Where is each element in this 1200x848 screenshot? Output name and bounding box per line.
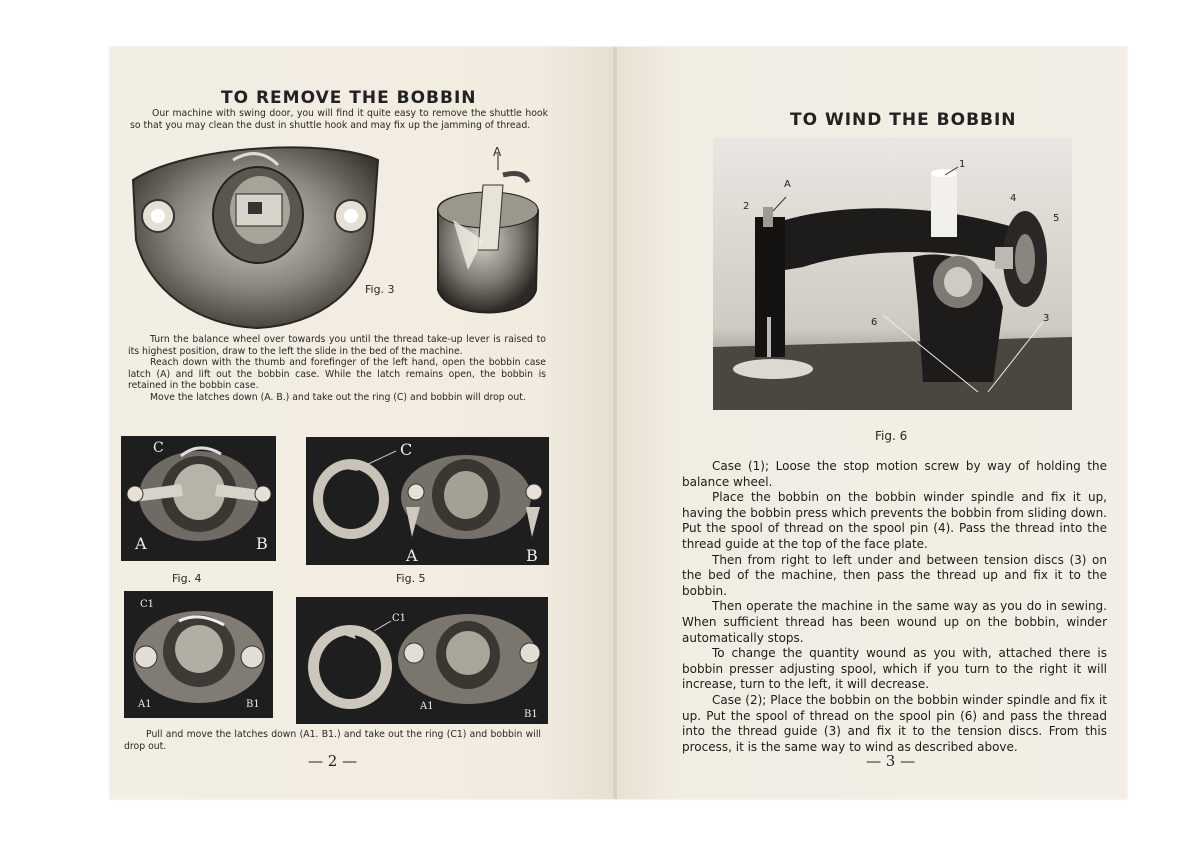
instruction-3: Move the latches down (A. B.) and take out the ring (C) and bobbin will drop out. bbox=[150, 391, 526, 403]
fig4-letter-c: C bbox=[153, 440, 164, 456]
fig6-callout-1: 1 bbox=[959, 159, 966, 170]
instruction-1: Turn the balance wheel over towards you until the thread take-up lever is raised to its highest position, draw to the left the slide in the bed of the machine. bbox=[128, 334, 546, 357]
winding-step-6: Case (2); Place the bobbin on the bobbin winder spindle and fix it up. Put the spool of thread on the spool pin (6) and pass the thread into the thread guide (3) and fix it to the tension discs. From this process, it is the same way to wind as described above. bbox=[682, 692, 1107, 754]
fig3-illustration bbox=[128, 140, 548, 335]
fig5-letter-a: A bbox=[406, 546, 418, 565]
fig4-letter-b: B bbox=[256, 534, 268, 553]
winding-step-5: To change the quantity wound as you with, attached there is bobbin presser adjusting spool, which if you turn to the right it will increase, turn to the left, it will decrease. bbox=[682, 646, 1107, 692]
winding-step-4: Then operate the machine in the same way as you do in sewing. When sufficient thread has been wound up on the bobbin, winder automatically stops. bbox=[682, 599, 1107, 645]
left-page-number: — 2 — bbox=[308, 752, 358, 770]
fig6-callout-3: 3 bbox=[1043, 313, 1050, 324]
fig-a1-letter-a1: A1 bbox=[138, 699, 152, 710]
intro-paragraph bbox=[130, 108, 548, 131]
fig5-letter-c: C bbox=[400, 440, 413, 459]
fig5-label: Fig. 5 bbox=[396, 572, 426, 585]
fig6-callout-4: 4 bbox=[1010, 193, 1017, 204]
fig3-callout-a: A bbox=[493, 145, 502, 159]
fig-c1-letter-b1: B1 bbox=[524, 709, 538, 720]
fig6-label: Fig. 6 bbox=[875, 429, 908, 443]
fig-a1-photo bbox=[124, 591, 273, 718]
closing-text: Pull and move the latches down (A1. B1.) and take out the ring (C1) and bobbin will drop out. bbox=[124, 729, 541, 752]
winding-step-1: Case (1); Loose the stop motion screw by way of holding the balance wheel. bbox=[682, 459, 1107, 489]
fig6-callout-2: 2 bbox=[743, 201, 750, 212]
fig5-letter-b: B bbox=[526, 546, 538, 565]
fig-c1-letter-c1: C1 bbox=[392, 613, 407, 624]
intro-text: Our machine with swing door, you will find it quite easy to remove the shuttle hook so that you may clean the dust in shuttle hook and may fix up the jamming of thread. bbox=[130, 108, 548, 131]
winding-step-2: Place the bobbin on the bobbin winder spindle and fix it up, having the bobbin press which prevents the bobbin from sliding down. Put the spool of thread on the spool pin (4). Pass the thread into the thread guide at the top of the face plate. bbox=[682, 490, 1107, 551]
fig4-label: Fig. 4 bbox=[172, 572, 202, 585]
closing-paragraph bbox=[124, 729, 541, 752]
left-page-title: TO REMOVE THE BOBBIN bbox=[221, 88, 477, 108]
right-page-number: — 3 — bbox=[866, 752, 916, 770]
fig5-photo bbox=[306, 437, 549, 565]
fig-c1-letter-a1: A1 bbox=[420, 701, 434, 712]
fig-a1-letter-c1: C1 bbox=[140, 599, 155, 610]
binding-gutter bbox=[613, 47, 617, 799]
fig4-letter-a: A bbox=[135, 534, 147, 553]
fig-c1-photo bbox=[296, 597, 548, 724]
fig6-callout-6: 6 bbox=[871, 317, 878, 328]
fig3-label: Fig. 3 bbox=[365, 283, 395, 296]
winding-instructions bbox=[682, 459, 1107, 755]
fig6-callout-a: A bbox=[784, 179, 791, 190]
fig6-sewing-machine-photo bbox=[713, 137, 1072, 410]
winding-step-3: Then from right to left under and between tension discs (3) on the bed of the machine, then pass the thread up and fix it to the bobbin. bbox=[682, 552, 1107, 598]
fig4-photo bbox=[121, 436, 276, 561]
right-page-title: TO WIND THE BOBBIN bbox=[790, 110, 1017, 130]
fig-a1-letter-b1: B1 bbox=[246, 699, 260, 710]
instructions-paragraphs bbox=[128, 334, 546, 403]
instruction-2: Reach down with the thumb and forefinger of the left hand, open the bobbin case latch (A) and lift out the bobbin case. While the latch remains open, the bobbin is retained in the bobbin case. bbox=[128, 357, 546, 391]
fig6-callout-5: 5 bbox=[1053, 213, 1060, 224]
